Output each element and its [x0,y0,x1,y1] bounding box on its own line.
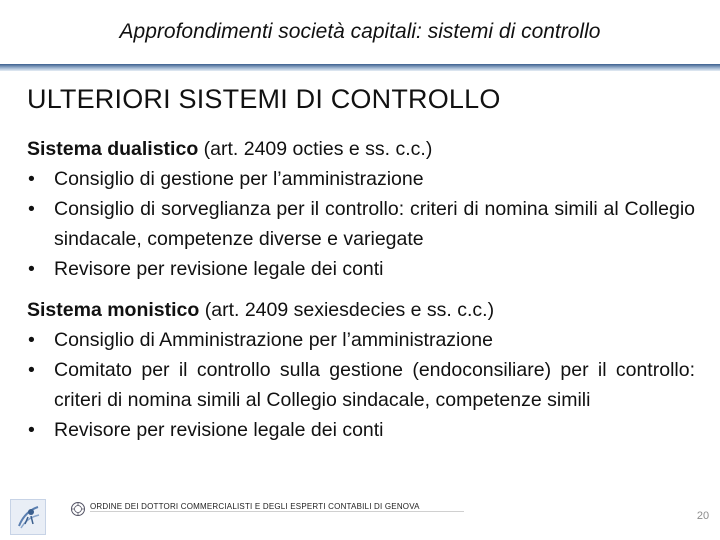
bullet-list [27,325,695,445]
logo-icon [10,499,46,535]
section-heading-ref: (art. 2409 octies e ss. c.c.) [198,138,433,160]
header-divider [0,64,720,71]
slide-header [0,0,720,64]
section-heading [27,295,695,325]
bullet-list [27,164,695,284]
header-title: Approfondimenti società capitali: sistemi di controllo [119,20,601,43]
section-heading-bold: Sistema monistico [27,299,200,321]
section-dualistico [27,134,695,284]
section-heading-bold: Sistema dualistico [27,138,199,160]
page-number: 20 [696,510,710,522]
section-monistico [27,295,695,445]
bullet-item: • Consiglio di Amministrazione per l’amministrazione [27,325,695,355]
slide-content [27,134,695,456]
bullet-item: • Revisore per revisione legale dei conti [27,254,695,284]
section-heading [27,134,695,164]
slide-title: ULTERIORI SISTEMI DI CONTROLLO [27,84,501,114]
seal-icon [70,501,86,517]
bullet-item: • Consiglio di sorveglianza per il controllo: criteri di nomina simili al Collegio sindacale, competenze diverse e variegate [27,194,695,254]
footer-organization: ORDINE DEI DOTTORI COMMERCIALISTI E DEGLI ESPERTI CONTABILI DI GENOVA [90,502,464,512]
bullet-item: • Consiglio di gestione per l’amministrazione [27,164,695,194]
section-heading-ref: (art. 2409 sexiesdecies e ss. c.c.) [199,299,495,321]
bullet-item: • Revisore per revisione legale dei conti [27,415,695,445]
bullet-item: • Comitato per il controllo sulla gestione (endoconsiliare) per il controllo: criteri di nomina simili al Collegio sindacale, competenze simili [27,355,695,415]
slide-footer [0,496,720,540]
